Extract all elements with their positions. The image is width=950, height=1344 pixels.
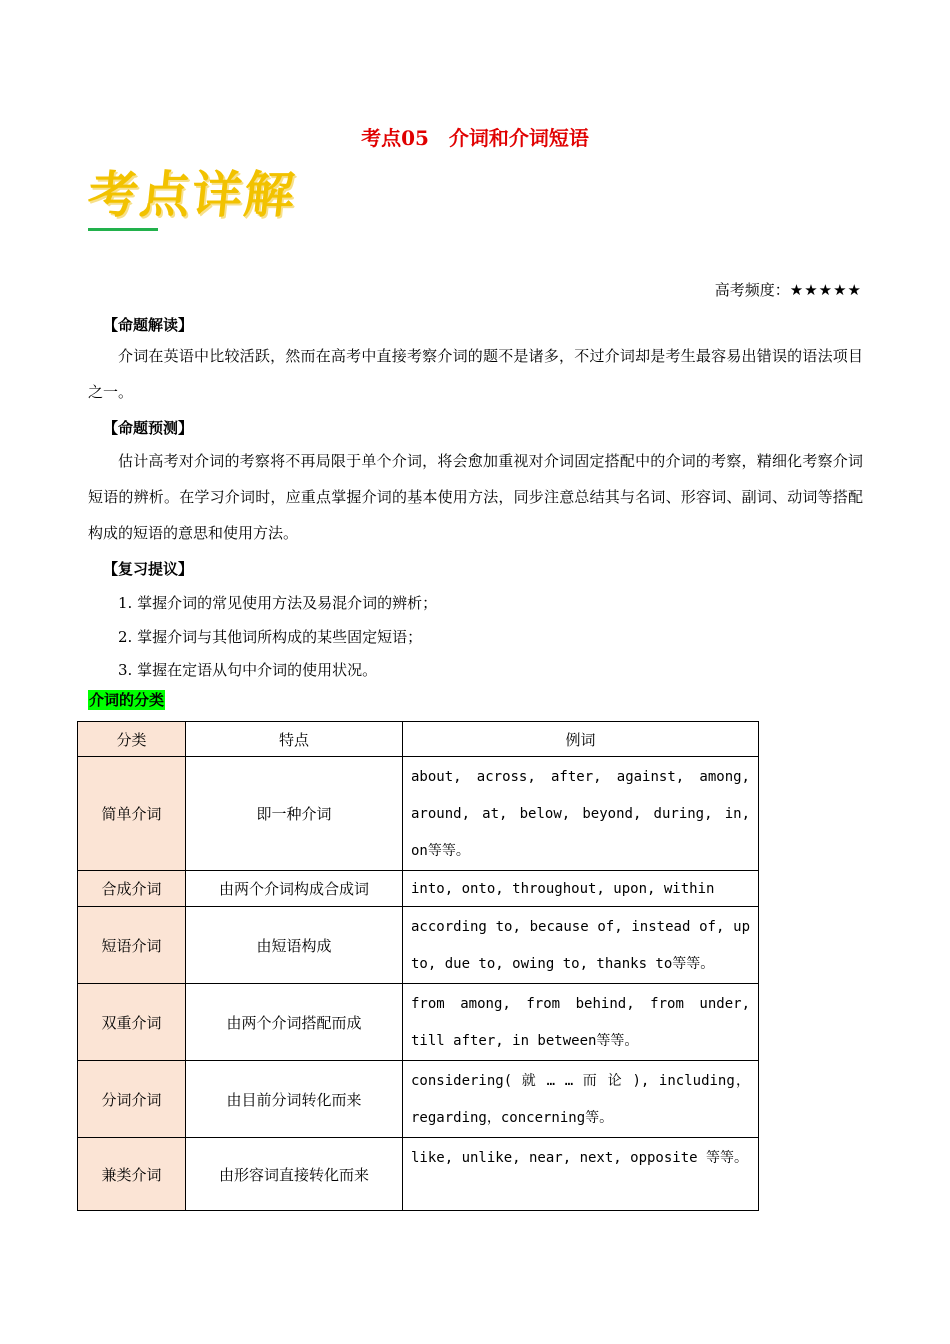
section-text-interpretation: 介词在英语中比较活跃，然而在高考中直接考察介词的题不是诸多，不过介词却是考生最容易出错误的语法项目之一。	[88, 347, 863, 401]
table-header-row	[78, 722, 759, 757]
table-row	[78, 1061, 759, 1138]
row-category: 兼类介词	[78, 1138, 186, 1211]
logo-text: 考点详解	[84, 165, 300, 224]
header-feature: 特点	[186, 722, 403, 757]
frequency-label: 高考频度：	[714, 281, 790, 299]
page-title: 考点05 介词和介词短语	[361, 126, 589, 150]
row-examples: according to, because of, instead of, up to, due to, owing to, thanks to等等。	[403, 907, 759, 984]
logo-banner	[84, 165, 328, 235]
row-examples: like, unlike, near, next, opposite 等等。	[403, 1138, 759, 1211]
review-list-item: 3. 掌握在定语从句中介词的使用状况。	[118, 661, 378, 679]
table-row	[78, 907, 759, 984]
preposition-classification-table	[77, 721, 759, 1211]
row-category: 双重介词	[78, 984, 186, 1061]
row-examples: into, onto, throughout, upon, within	[403, 871, 759, 907]
table-row	[78, 1138, 759, 1211]
row-examples: considering( 就 … … 而 论 ), including，regarding，concerning等。	[403, 1061, 759, 1138]
table-label: 介词的分类	[89, 691, 165, 709]
row-examples: about, across, after, against, among, around, at, below, beyond, during, in, on等等。	[403, 757, 759, 871]
row-examples: from among, from behind, from under, till after, in between等等。	[403, 984, 759, 1061]
review-list-item: 1. 掌握介词的常见使用方法及易混介词的辨析；	[118, 594, 438, 612]
row-category: 简单介词	[78, 757, 186, 871]
row-feature: 由短语构成	[186, 907, 403, 984]
row-feature: 由两个介词搭配而成	[186, 984, 403, 1061]
row-feature: 由两个介词构成合成词	[186, 871, 403, 907]
section-heading-prediction: 【命题预测】	[103, 419, 194, 437]
section-text-prediction: 估计高考对介词的考察将不再局限于单个介词，将会愈加重视对介词固定搭配中的介词的考察，精细化考察介词短语的辨析。在学习介词时，应重点掌握介词的基本使用方法，同步注意总结其与名词、形容词、副词、动词等搭配构成的短语的意思和使用方法。	[88, 452, 863, 542]
table-row	[78, 984, 759, 1061]
row-category: 分词介词	[78, 1061, 186, 1138]
review-list-item: 2. 掌握介词与其他词所构成的某些固定短语；	[118, 628, 423, 646]
row-category: 合成介词	[78, 871, 186, 907]
row-feature: 即一种介词	[186, 757, 403, 871]
logo-underline	[88, 228, 158, 231]
row-feature: 由形容词直接转化而来	[186, 1138, 403, 1211]
row-category: 短语介词	[78, 907, 186, 984]
table-row	[78, 757, 759, 871]
section-heading-interpretation: 【命题解读】	[103, 316, 194, 334]
header-examples: 例词	[403, 722, 759, 757]
frequency-rating	[715, 279, 862, 300]
table-row	[78, 871, 759, 907]
header-category: 分类	[78, 722, 186, 757]
star-rating: ★★★★★	[789, 281, 862, 299]
section-heading-review: 【复习提议】	[103, 560, 194, 578]
row-feature: 由目前分词转化而来	[186, 1061, 403, 1138]
